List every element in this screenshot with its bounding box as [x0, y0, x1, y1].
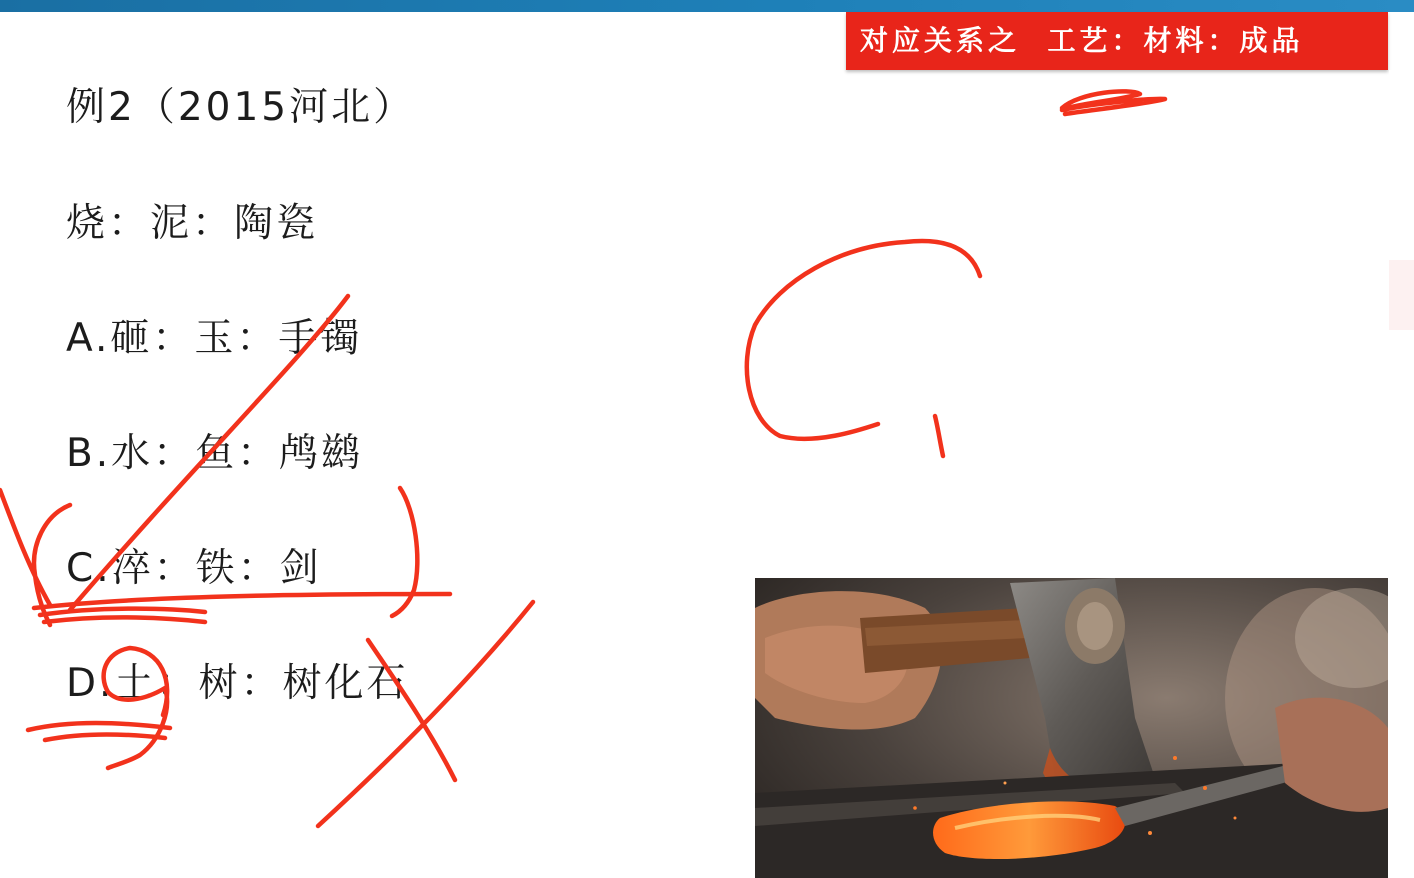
big-c-shape [747, 241, 980, 439]
option-b-text: 水：鱼：鸬鹚 [111, 431, 364, 476]
topic-banner: 对应关系之 工艺：材料：成品 [846, 12, 1388, 70]
option-d[interactable] [66, 652, 408, 708]
question-stem: 烧：泥：陶瓷 [66, 201, 319, 246]
question-title: 例2（2015河北） [66, 85, 416, 130]
top-accent-bar [0, 0, 1414, 12]
option-a-label: A. [66, 316, 111, 361]
option-d-underline-scribble [28, 723, 170, 740]
option-a[interactable] [66, 307, 362, 363]
blacksmith-photo [755, 578, 1388, 878]
banner-underline-scribble [1062, 91, 1165, 114]
right-panel-edge [1389, 70, 1414, 878]
left-bracket-arc [0, 490, 70, 625]
right-panel-highlight [1389, 260, 1414, 330]
option-c-label: C. [66, 546, 112, 591]
option-d-label: D. [66, 661, 115, 706]
option-c-right-paren [392, 488, 417, 616]
small-down-arrow [935, 416, 943, 456]
option-c-text: 淬：铁：剑 [111, 546, 322, 591]
option-d-text: 土：树：树化石 [114, 661, 409, 706]
option-b-label: B. [66, 431, 112, 476]
option-d-cross [318, 602, 533, 826]
option-b[interactable] [66, 422, 363, 478]
option-c[interactable] [66, 537, 322, 593]
option-a-text: 砸：玉：手镯 [110, 316, 363, 361]
blacksmith-photo-art [755, 578, 1388, 878]
option-c-underline [34, 594, 450, 622]
